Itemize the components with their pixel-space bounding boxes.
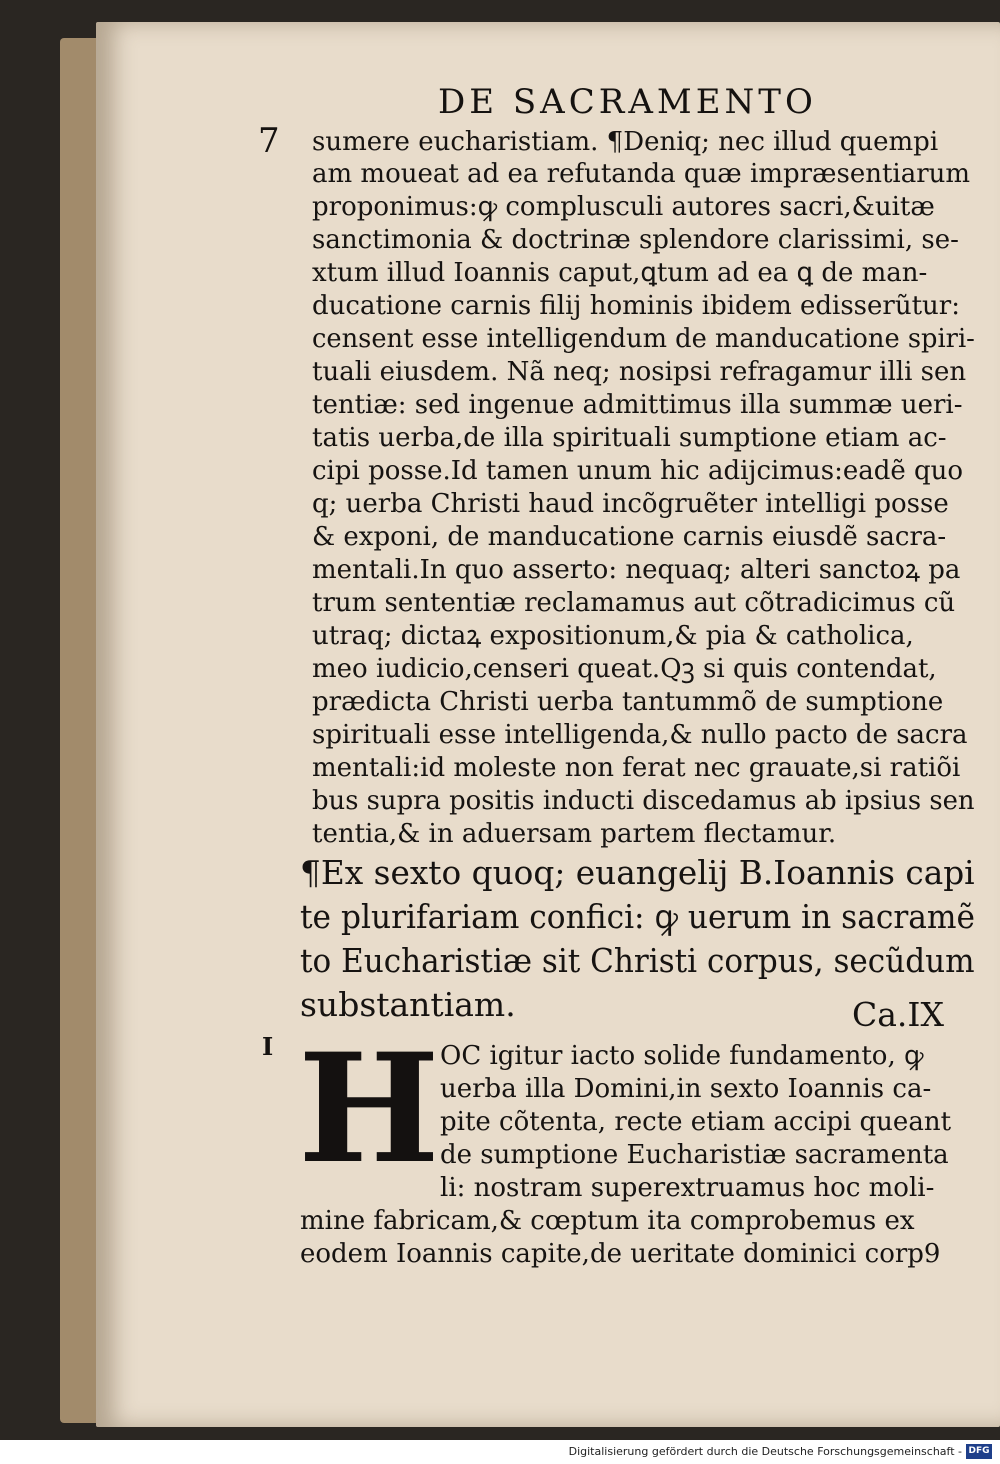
text-line: sanctimonia & doctrinæ splendore clarissimi, se- bbox=[312, 225, 959, 255]
text-line: mine fabricam,& cœptum ita comprobemus ex bbox=[300, 1206, 915, 1236]
chapter-heading-line: ¶Ex sexto quoq; euangelij B.Ioannis capi bbox=[300, 853, 975, 892]
text-line: mentali.In quo asserto: nequaq; alteri sanctoꝝ pa bbox=[312, 555, 961, 585]
margin-number-top: 7 bbox=[258, 121, 280, 161]
text-line: OC igitur iacto solide fundamento, ꝙ bbox=[440, 1041, 924, 1071]
text-line: tatis uerba,de illa spirituali sumptione etiam ac- bbox=[312, 423, 947, 453]
text-line: pite cõtenta, recte etiam accipi queant bbox=[440, 1107, 952, 1137]
text-line: censent esse intelligendum de manducatione spiri- bbox=[312, 324, 975, 354]
digitization-credit: Digitalisierung gefördert durch die Deutsche Forschungsgemeinschaft - bbox=[568, 1445, 962, 1458]
drop-initial: H bbox=[298, 1021, 440, 1197]
chapter-number: Ca.IX bbox=[852, 995, 944, 1034]
text-line: prædicta Christi uerba tantummõ de sumptione bbox=[312, 687, 944, 717]
dfg-logo: DFG bbox=[966, 1444, 992, 1459]
text-line: ducatione carnis filij hominis ibidem edisserũtur: bbox=[312, 291, 960, 321]
margin-number-bottom: I bbox=[262, 1032, 274, 1061]
text-line: eodem Ioannis capite,de ueritate dominici corp9 bbox=[300, 1239, 941, 1269]
text-line: proponimus:ꝙ complusculi autores sacri,&uitæ bbox=[312, 192, 935, 222]
text-line: sumere eucharistiam. ¶Deniq; nec illud quempi bbox=[312, 127, 939, 157]
text-line: tuali eiusdem. Nã neq; nosipsi refragamur illi sen bbox=[312, 357, 967, 387]
running-head: DE SACRAMENTO bbox=[438, 82, 817, 122]
text-line: meo iudicio,censeri queat.Qꝫ si quis contendat, bbox=[312, 654, 937, 684]
text-line: bus supra positis inducti discedamus ab ipsius sen bbox=[312, 786, 975, 816]
text-line: de sumptione Eucharistiæ sacramenta bbox=[440, 1140, 949, 1170]
text-line: q; uerba Christi haud incõgruẽter intelligi posse bbox=[312, 489, 949, 519]
text-line: am moueat ad ea refutanda quæ impræsentiarum bbox=[312, 159, 971, 189]
text-line: tentiæ: sed ingenue admittimus illa summæ ueri- bbox=[312, 390, 963, 420]
text-line: cipi posse.Id tamen unum hic adijcimus:eadẽ quo bbox=[312, 456, 964, 486]
text-line: uerba illa Domini,in sexto Ioannis ca- bbox=[440, 1074, 932, 1104]
text-line: & exponi, de manducatione carnis eiusdẽ sacra- bbox=[312, 522, 947, 552]
text-line: li: nostram superextruamus hoc moli- bbox=[440, 1173, 935, 1203]
text-line: trum sententiæ reclamamus aut cõtradicimus cũ bbox=[312, 588, 956, 618]
text-line: mentali:id moleste non ferat nec grauate,si ratiõi bbox=[312, 753, 961, 783]
text-line: xtum illud Ioannis caput,ꝗtum ad ea ꝗ de man- bbox=[312, 258, 928, 288]
chapter-heading-line: te plurifariam confici: ꝙ uerum in sacramẽ bbox=[300, 897, 975, 936]
text-line: utraq; dictaꝝ expositionum,& pia & catholica, bbox=[312, 621, 914, 651]
chapter-heading-line: to Eucharistiæ sit Christi corpus, secũdum bbox=[300, 941, 975, 980]
footer-bar bbox=[0, 1440, 1000, 1464]
text-line: tentia,& in aduersam partem flectamur. bbox=[312, 819, 837, 849]
text-line: spirituali esse intelligenda,& nullo pacto de sacra bbox=[312, 720, 968, 750]
chapter-heading-line: substantiam. bbox=[300, 985, 516, 1024]
